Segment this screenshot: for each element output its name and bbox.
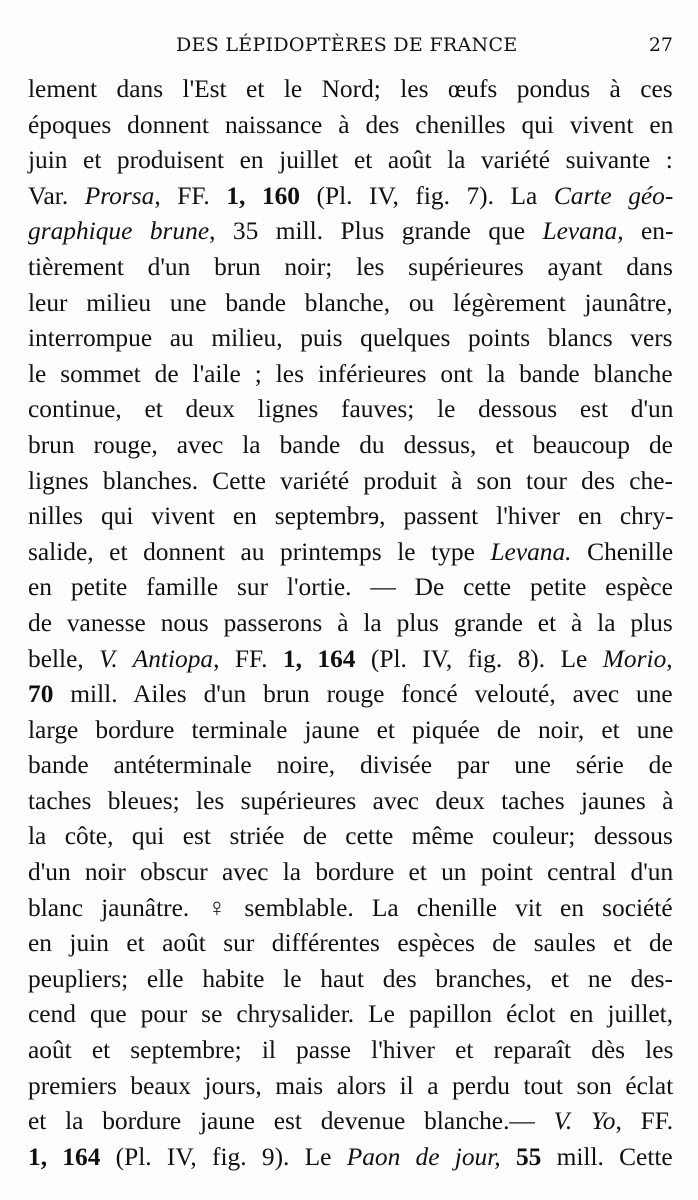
text-line	[28, 891, 673, 927]
text-run: juin et produisent en juillet et août la variété suivante :	[28, 146, 673, 175]
text-line	[28, 464, 673, 500]
text-line	[28, 997, 673, 1033]
text-run: lement dans l'Est et le Nord; les œufs pondus à ces	[28, 75, 673, 103]
text-line	[28, 214, 673, 250]
text-line	[28, 286, 673, 322]
text-line	[28, 357, 673, 393]
text-run: (Pl. IV, fig. 7). La	[299, 181, 554, 210]
text-line	[28, 1033, 673, 1069]
running-head-title: DES LÉPIDOPTÈRES DE FRANCE	[176, 34, 518, 56]
text-line	[28, 748, 673, 784]
text-run: large bordure terminale jaune et piquée de noir, et une	[28, 715, 674, 744]
text-line	[28, 1069, 673, 1105]
text-line	[28, 713, 673, 749]
text-line	[28, 321, 673, 357]
text-run: Chenille	[571, 537, 674, 566]
text-run: en-	[623, 217, 674, 246]
text-run: époques donnent naissance à des chenilles qui vivent en	[28, 110, 674, 139]
text-run: Levana,	[542, 217, 624, 246]
text-run: peupliers; elle habite le haut des branches, et ne des-	[28, 964, 673, 993]
text-run: salide, et donnent au printemps le type	[28, 537, 491, 566]
text-run: en juin et août sur différentes espèces de saules et de	[28, 929, 673, 958]
text-run: leur milieu une bande blanche, ou légèrement jaunâtre,	[28, 288, 673, 317]
text-run: la côte, qui est striée de cette même couleur; dessous	[28, 822, 673, 851]
text-run: , FF.	[154, 181, 227, 210]
text-line	[28, 784, 673, 820]
text-line	[28, 250, 673, 286]
text-run: mill. Cette	[541, 1142, 673, 1171]
text-run: Carte géo-	[553, 181, 674, 210]
text-run: ,	[666, 644, 673, 673]
text-line	[28, 179, 673, 215]
text-line	[28, 677, 673, 713]
text-run: belle,	[28, 644, 100, 673]
text-run: cend que pour se chrysalider. Le papillon éclot en juillet,	[28, 1000, 674, 1029]
text-run: 1, 160	[226, 181, 300, 210]
text-run: , 35 mill. Plus grande que	[209, 217, 543, 246]
text-run: V. Yo	[553, 1107, 616, 1136]
text-line	[28, 1140, 673, 1176]
text-run: , FF.	[213, 644, 283, 673]
text-run: d'un noir obscur avec la bordure et un point central d'un	[28, 858, 674, 887]
text-run: Levana.	[490, 537, 572, 566]
text-run: 70	[28, 680, 54, 709]
text-run: premiers beaux jours, mais alors il a perdu tout son éclat	[28, 1071, 674, 1100]
text-run: (Pl. IV, fig. 9). Le	[100, 1142, 347, 1171]
text-run: Var.	[28, 181, 85, 210]
text-run: lignes blanches. Cette variété produit à son tour des che-	[28, 466, 673, 495]
text-line	[28, 1104, 673, 1140]
text-run: bande antéterminale noire, divisée par une série de	[28, 751, 673, 780]
text-run: et la bordure jaune est devenue blanche.—	[28, 1107, 554, 1136]
text-run: graphique brune	[28, 217, 210, 246]
text-run: août et septembre; il passe l'hiver et reparaît dès les	[28, 1036, 674, 1065]
text-run: , FF.	[615, 1107, 674, 1136]
text-run: continue, et deux lignes fauves; le dessous est d'un	[28, 395, 674, 424]
text-run: Morio	[602, 644, 667, 673]
running-head	[28, 30, 673, 64]
text-run: V. Antiopa	[99, 644, 214, 673]
text-line	[28, 108, 673, 144]
text-line	[28, 72, 673, 108]
text-line	[28, 499, 673, 535]
text-run: blanc jaunâtre. ♀ semblable. La chenille vit en société	[28, 893, 673, 922]
text-line	[28, 570, 673, 606]
text-run: 1, 164	[28, 1142, 101, 1171]
text-run: nilles qui vivent en septembrɘ, passent l'hiver en chry-	[28, 502, 674, 531]
text-line	[28, 855, 673, 891]
text-run: tièrement d'un brun noir; les supérieures ayant dans	[28, 252, 673, 281]
text-run: taches bleues; les supérieures avec deux taches jaunes à	[28, 786, 674, 815]
text-run: interrompue au milieu, puis quelques points blancs vers	[28, 324, 673, 353]
text-line	[28, 392, 673, 428]
text-line	[28, 535, 673, 571]
text-line	[28, 962, 673, 998]
text-run: brun rouge, avec la bande du dessus, et beaucoup de	[28, 430, 673, 459]
text-run: 1, 164	[282, 644, 356, 673]
text-run: en petite famille sur l'ortie. — De cette petite espèce	[28, 573, 673, 602]
text-run: de vanesse nous passerons à la plus grande et à la plus	[28, 608, 673, 637]
text-run: (Pl. IV, fig. 8). Le	[355, 644, 603, 673]
text-line	[28, 642, 673, 678]
text-run: Paon de jour,	[346, 1142, 501, 1171]
text-run: Prorsa	[84, 181, 155, 210]
text-run: le sommet de l'aile ; les inférieures ont la bande blanche	[28, 359, 673, 388]
text-line	[28, 819, 673, 855]
body-paragraph	[28, 72, 673, 1175]
text-run: mill. Ailes d'un brun rouge foncé velouté, avec une	[53, 680, 673, 709]
page-number: 27	[648, 34, 673, 56]
text-run	[501, 1143, 516, 1171]
text-run: 55	[515, 1142, 542, 1171]
text-line	[28, 428, 673, 464]
text-line	[28, 143, 673, 179]
text-line	[28, 606, 673, 642]
text-line	[28, 926, 673, 962]
